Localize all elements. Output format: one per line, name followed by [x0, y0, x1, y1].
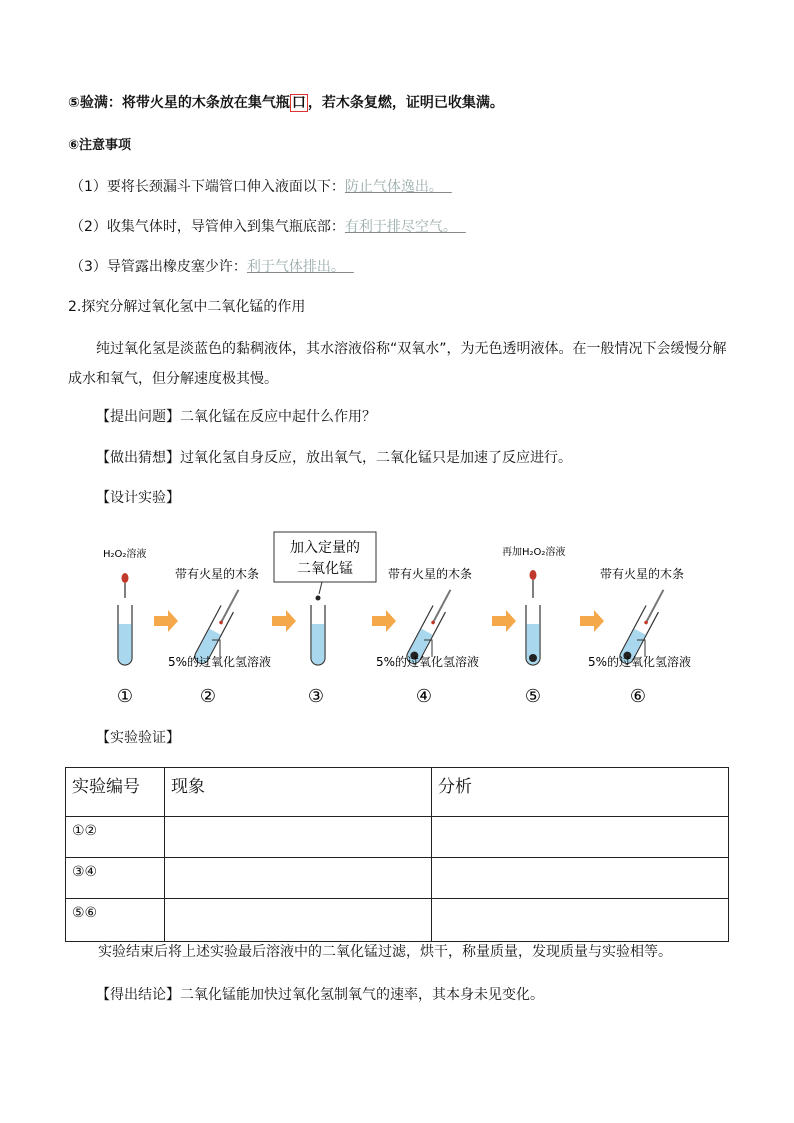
- table-row: [66, 858, 729, 899]
- dropper-bulb-1: [122, 573, 129, 583]
- row3-id: ⑤⑥: [66, 899, 165, 942]
- step5-apparatus: [502, 545, 565, 665]
- question-line: [96, 407, 376, 427]
- hypothesis-label: 【做出猜想】: [96, 450, 180, 466]
- step-number-1: ①: [116, 686, 134, 707]
- row1-id: ①②: [66, 817, 165, 858]
- note-3-text: （3）导管露出橡皮塞少许：: [70, 259, 247, 275]
- intro-paragraph: 纯过氧化氢是淡蓝色的黏稠液体，其水溶液俗称“双氧水”，为无色透明液体。在一般情况下会缓慢分解成水和氧气，但分解速度极其慢。: [68, 341, 727, 387]
- arrow-2: [272, 610, 296, 632]
- liquid-3: [312, 624, 325, 664]
- splint-label-2: 带有火星的木条: [175, 567, 260, 581]
- section6-title: ⑥注意事项: [68, 138, 132, 153]
- table-row: [66, 899, 729, 942]
- note-3-answer: 利于气体排出。: [246, 259, 345, 275]
- section2-title: 2.探究分解过氧化氢中二氧化锰的作用: [68, 299, 306, 315]
- row2-id: ③④: [66, 858, 165, 899]
- table-header-row: [66, 768, 729, 817]
- header-experiment-id: 实验编号: [66, 768, 165, 817]
- step1-apparatus: [103, 547, 146, 665]
- step2-apparatus: [168, 566, 271, 669]
- step6-apparatus: [588, 566, 691, 669]
- add-again-label: 再加H₂O₂溶液: [502, 547, 566, 558]
- splint-label-4: 带有火星的木条: [388, 567, 473, 581]
- arrow-3: [372, 610, 396, 632]
- arrow-1: [154, 610, 178, 632]
- question-label: 【提出问题】: [96, 409, 180, 425]
- question-text: 二氧化锰在反应中起什么作用？: [180, 409, 376, 425]
- mno2-pointer: [319, 582, 322, 594]
- section5-prefix: ⑤验满：将带火星的木条放在集气瓶: [68, 95, 290, 111]
- header-analysis: 分析: [432, 768, 729, 817]
- row3-phenomenon[interactable]: [165, 899, 432, 942]
- row1-analysis[interactable]: [432, 817, 729, 858]
- solution-label-6: 5%的过氧化氢溶液: [588, 655, 692, 669]
- solution-label-4: 5%的过氧化氢溶液: [376, 655, 480, 669]
- step-number-6: ⑥: [629, 686, 647, 707]
- liquid-1: [119, 624, 132, 664]
- header-phenomenon: 现象: [165, 768, 432, 817]
- note-2-answer: 有利于排尽空气。: [344, 219, 457, 235]
- section5-line: [68, 93, 504, 113]
- section5-boxed-word: 口: [291, 95, 306, 111]
- mno2-label-line2: 二氧化锰: [297, 561, 353, 577]
- step-number-4: ④: [415, 686, 433, 707]
- row2-phenomenon[interactable]: [165, 858, 432, 899]
- row2-analysis[interactable]: [432, 858, 729, 899]
- conclusion-line: [96, 985, 544, 1005]
- table-row: [66, 817, 729, 858]
- design-label: 【设计实验】: [96, 490, 180, 506]
- mno2-particle: [316, 596, 321, 601]
- hypothesis-line: [96, 448, 572, 468]
- row1-phenomenon[interactable]: [165, 817, 432, 858]
- note-3: [70, 257, 360, 277]
- splint-4: [434, 590, 451, 622]
- hypothesis-text: 过氧化氢自身反应，放出氧气，二氧化锰只是加速了反应进行。: [180, 450, 572, 466]
- after-experiment-text: 实验结束后将上述实验最后溶液中的二氧化锰过滤，烘干，称量质量，发现质量与实验相等。: [98, 944, 672, 960]
- mno2-sediment-5: [529, 654, 537, 662]
- experiment-diagram: [0, 530, 794, 730]
- note-2-text: （2）收集气体时，导管伸入到集气瓶底部：: [70, 219, 345, 235]
- mno2-label-line1: 加入定量的: [290, 540, 360, 556]
- solution-label-2: 5%的过氧化氢溶液: [168, 655, 272, 669]
- arrow-5: [580, 610, 604, 632]
- note-1: [70, 177, 458, 197]
- step-number-5: ⑤: [524, 686, 542, 707]
- splint-2: [222, 590, 239, 622]
- conclusion-label: 【得出结论】: [96, 987, 180, 1003]
- note-1-text: （1）要将长颈漏斗下端管口伸入液面以下：: [70, 179, 345, 195]
- section5-suffix: ，若木条复燃，证明已收集满。: [307, 95, 504, 111]
- h2o2-label: H₂O₂溶液: [103, 549, 147, 560]
- splint-6: [647, 590, 664, 622]
- note-1-answer: 防止气体逸出。: [344, 179, 443, 195]
- row3-analysis[interactable]: [432, 899, 729, 942]
- conclusion-text: 二氧化锰能加快过氧化氢制氧气的速率，其本身未见变化。: [180, 987, 544, 1003]
- step3-apparatus: [274, 532, 376, 665]
- step-number-3: ③: [307, 686, 325, 707]
- arrow-4: [492, 610, 516, 632]
- results-table: [65, 767, 729, 942]
- note-2: [70, 217, 472, 237]
- step-number-2: ②: [199, 686, 217, 707]
- verify-label: 【实验验证】: [96, 730, 180, 746]
- dropper-bulb-5: [530, 570, 537, 580]
- splint-label-6: 带有火星的木条: [600, 567, 685, 581]
